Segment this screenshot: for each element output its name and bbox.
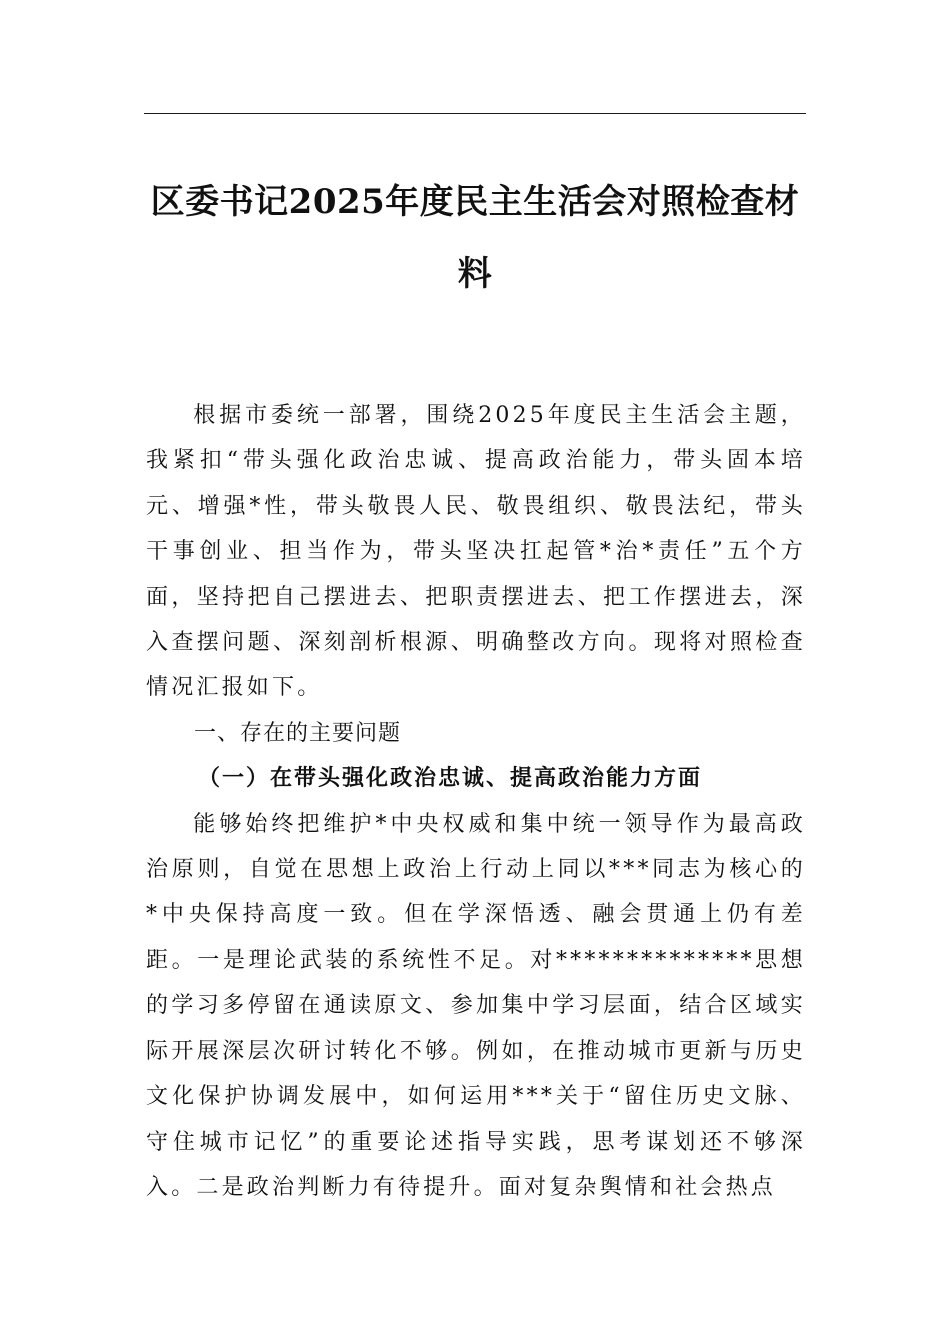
- section-heading-main-problems: 一、存在的主要问题: [194, 720, 402, 746]
- subsection-body-paragraph: 能够始终把维护*中央权威和集中统一领导作为最高政治原则，自觉在思想上政治上行动上同以***同志为核心的*中央保持高度一致。但在学深悟透、融会贯通上仍有差距。一是理论武装的系统性不足。对**************思想的学习多停留在通读原文、参加集中学习层面，结合区域实际开展深层次研讨转化不够。例如，在推动城市更新与历史文化保护协调发展中，如何运用***关于“留住历史文脉、守住城市记忆”的重要论述指导实践，思考谋划还不够深入。二是政治判断力有待提升。面对复杂舆情和社会热点: [146, 811, 806, 1200]
- intro-paragraph: 根据市委统一部署，围绕2025年度民主生活会主题，我紧扣“带头强化政治忠诚、提高政治能力，带头固本培元、增强*性，带头敬畏人民、敬畏组织、敬畏法纪，带头干事创业、担当作为，带头坚决扛起管*治*责任”五个方面，坚持把自己摆进去、把职责摆进去、把工作摆进去，深入查摆问题、深刻剖析根源、明确整改方向。现将对照检查情况汇报如下。: [146, 403, 806, 701]
- subsection-heading-political-loyalty: （一）在带头强化政治忠诚、提高政治能力方面: [198, 765, 703, 792]
- document-title: 区委书记2025年度民主生活会对照检查材料: [150, 182, 800, 294]
- document-body: [146, 393, 806, 1210]
- header-rule: [144, 113, 806, 114]
